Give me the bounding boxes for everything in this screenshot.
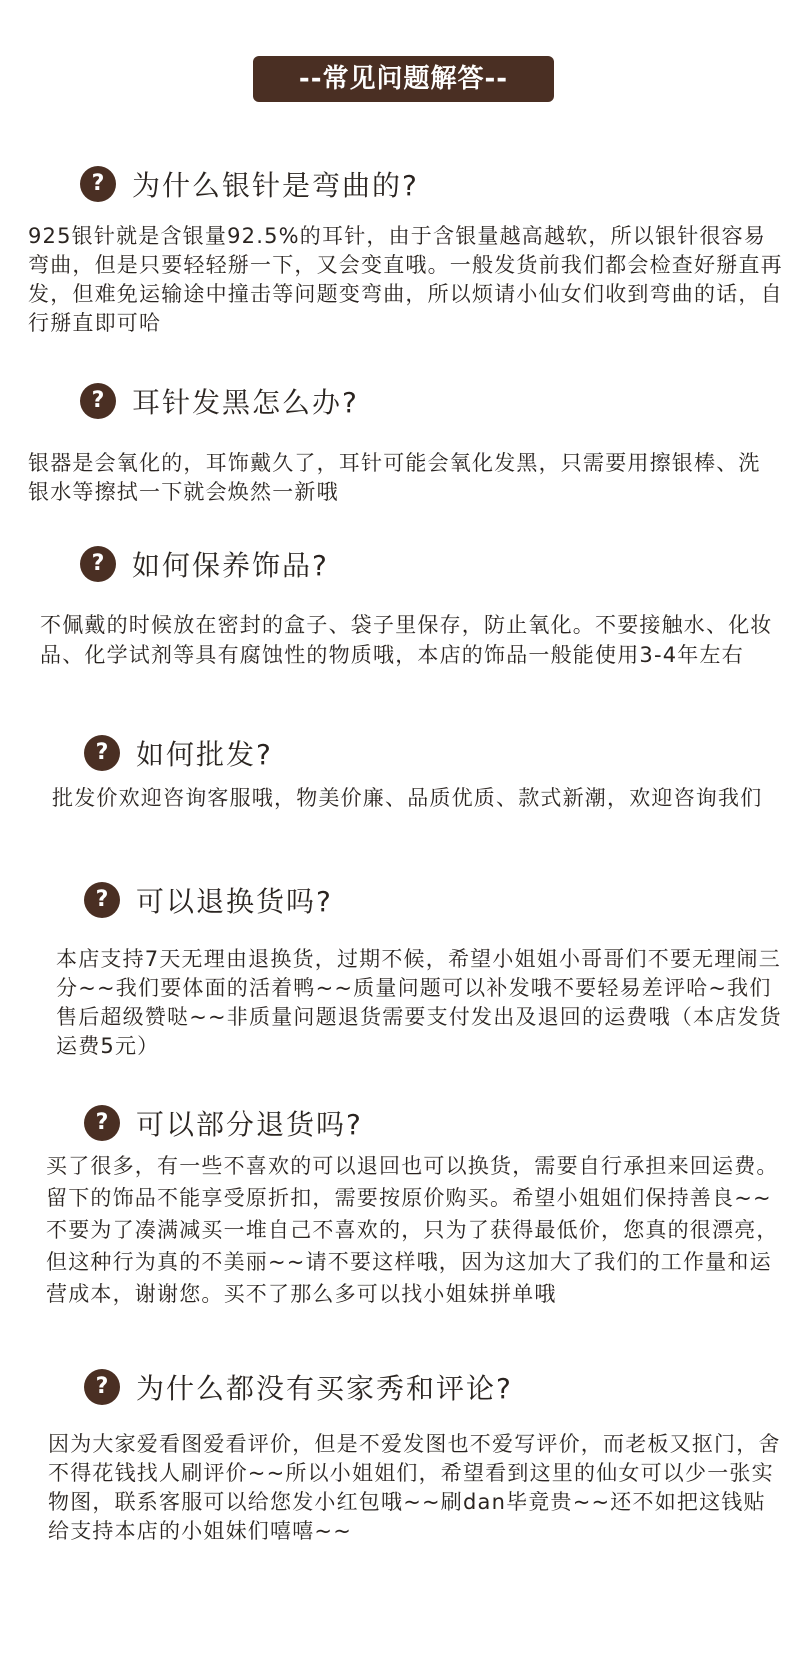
faq-question-1 <box>80 164 419 204</box>
faq-answer-4: 批发价欢迎咨询客服哦，物美价廉、品质优质、款式新潮，欢迎咨询我们 <box>52 786 763 810</box>
faq-question-3 <box>80 544 329 584</box>
faq-answer-1: 925银针就是含银量92.5%的耳针，由于含银量越高越软，所以银针很容易弯曲，但是只要轻轻掰一下，又会变直哦。一般发货前我们都会检查好掰直再发，但难免运输途中撞击等问题变弯曲，所以烦请小仙女们收到弯曲的话，自行掰直即可哈 <box>28 224 783 335</box>
faq-question-text: 可以部分退货吗? <box>136 1108 363 1141</box>
faq-question-text: 如何批发? <box>136 738 273 771</box>
faq-question-text: 如何保养饰品? <box>132 549 329 582</box>
faq-title-banner: --常见问题解答-- <box>253 56 554 102</box>
faq-question-text: 为什么都没有买家秀和评论? <box>136 1372 513 1405</box>
faq-question-2 <box>80 381 359 421</box>
question-mark-icon: ? <box>84 882 120 918</box>
question-mark-icon: ? <box>84 1369 120 1405</box>
faq-answer-5: 本店支持7天无理由退换货，过期不候，希望小姐姐小哥哥们不要无理闹三分~~我们要体面的活着鸭~~质量问题可以补发哦不要轻易差评哈~我们售后超级赞哒~~非质量问题退货需要支付发出及退回的运费哦（本店发货运费5元） <box>56 947 782 1058</box>
faq-answer-6: 买了很多，有一些不喜欢的可以退回也可以换货，需要自行承担来回运费。留下的饰品不能享受原折扣，需要按原价购买。希望小姐姐们保持善良~~不要为了凑满减买一堆自己不喜欢的，只为了获得最低价，您真的很漂亮，但这种行为真的不美丽~~请不要这样哦，因为这加大了我们的工作量和运营成本，谢谢您。买不了那么多可以找小姐妹拼单哦 <box>46 1154 779 1306</box>
faq-answer-3: 不佩戴的时候放在密封的盒子、袋子里保存，防止氧化。不要接触水、化妆品、化学试剂等具有腐蚀性的物质哦，本店的饰品一般能使用3-4年左右 <box>40 613 773 667</box>
faq-question-6 <box>84 1103 363 1143</box>
faq-answer-7: 因为大家爱看图爱看评价，但是不爱发图也不爱写评价，而老板又抠门，舍不得花钱找人刷评价~~所以小姐姐们，希望看到这里的仙女可以少一张实物图，联系客服可以给您发小红包哦~~刷dan毕竟贵~~还不如把这钱贴给支持本店的小姐妹们嘻嘻~~ <box>48 1432 781 1543</box>
question-mark-icon: ? <box>80 383 116 419</box>
faq-question-text: 可以退换货吗? <box>136 885 333 918</box>
question-mark-icon: ? <box>84 735 120 771</box>
faq-question-text: 为什么银针是弯曲的? <box>132 169 419 202</box>
question-mark-icon: ? <box>80 166 116 202</box>
faq-question-7 <box>84 1367 513 1407</box>
faq-answer-2: 银器是会氧化的，耳饰戴久了，耳针可能会氧化发黑，只需要用擦银棒、洗银水等擦拭一下就会焕然一新哦 <box>28 451 761 504</box>
question-mark-icon: ? <box>84 1105 120 1141</box>
faq-question-4 <box>84 733 273 773</box>
faq-question-text: 耳针发黑怎么办? <box>132 386 359 419</box>
faq-question-5 <box>84 880 333 920</box>
question-mark-icon: ? <box>80 546 116 582</box>
